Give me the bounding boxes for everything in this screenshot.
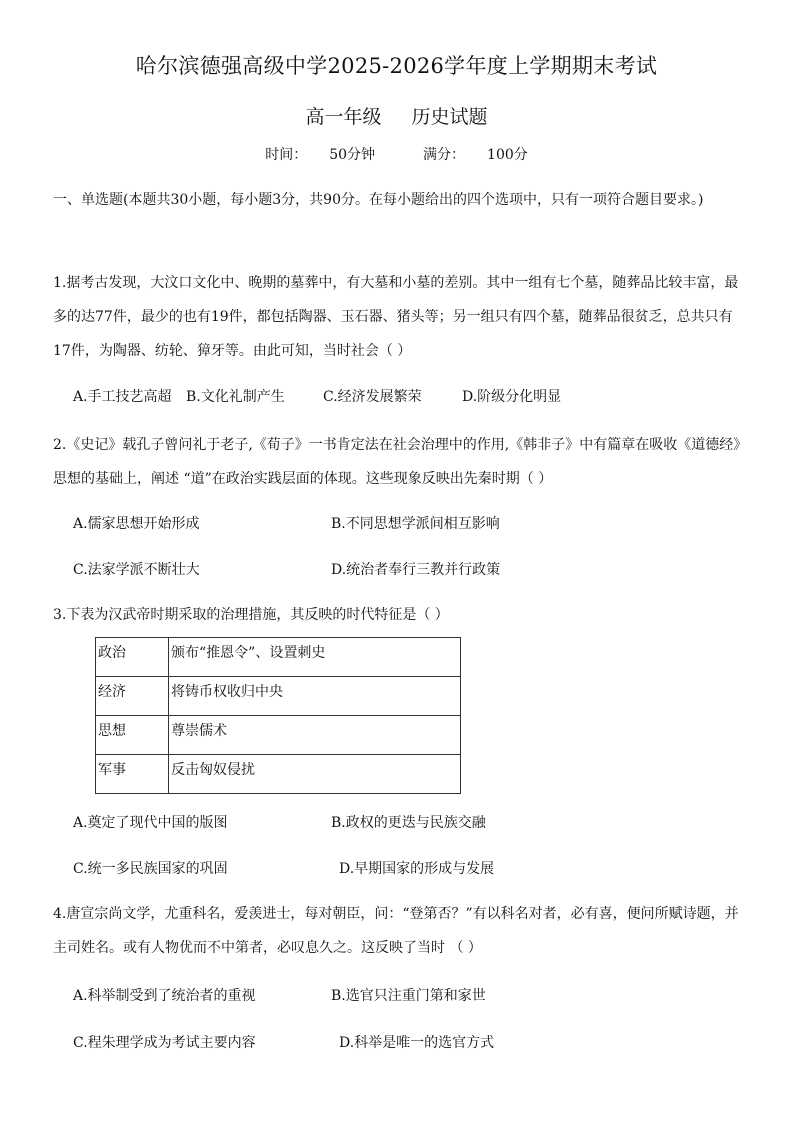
table-cell-measure: 将铸币权收归中央: [169, 677, 461, 716]
question-4-option-a: A.科举制受到了统治者的重视: [73, 988, 256, 1004]
question-1-option-d: D.阶级分化明显: [462, 389, 562, 405]
question-3-option-a: A.奠定了现代中国的版图: [73, 815, 228, 831]
table-cell-category: 思想: [96, 716, 169, 755]
question-4-option-c: C.程朱理学成为考试主要内容: [73, 1035, 256, 1051]
question-4-option-d: D.科举是唯一的选官方式: [339, 1035, 495, 1051]
subject-label: 历史试题: [411, 106, 488, 128]
question-2-option-b: B.不同思想学派间相互影响: [331, 516, 500, 532]
table-cell-category: 军事: [96, 755, 169, 794]
exam-subtitle: [0, 102, 793, 129]
question-3-option-c: C.统一多民族国家的巩固: [73, 861, 228, 877]
question-1-option-c: C.经济发展繁荣: [323, 389, 422, 405]
question-1-option-b: B.文化礼制产生: [186, 389, 285, 405]
time-value: 50分钟: [329, 147, 376, 163]
table-row: [96, 716, 461, 755]
question-2-stem: 2.《史记》载孔子曾问礼于老子,《荀子》一书肯定法在社会治理中的作用,《韩非子》中有篇章在吸收《道德经》思想的基础上，阐述 “道”在政治实践层面的体现。这些现象反映出先秦时期（ ）: [53, 437, 741, 487]
table-row: [96, 677, 461, 716]
exam-title: 哈尔滨德强高级中学2025-2026学年度上学期期末考试: [135, 54, 658, 78]
question-1-option-a: A.手工技艺高超: [73, 389, 172, 405]
table-row: [96, 755, 461, 794]
score-label: 满分：: [423, 147, 466, 163]
question-2-option-d: D.统治者奉行三教并行政策: [331, 562, 501, 578]
table-cell-category: 政治: [96, 638, 169, 677]
table-cell-measure: 尊崇儒术: [169, 716, 461, 755]
section-instructions: 一、单选题(本题共30小题，每小题3分，共90分。在每小题给出的四个选项中，只有一项符合题目要求。): [53, 192, 704, 208]
grade-label: 高一年级: [305, 106, 382, 128]
question-3-table: [95, 637, 461, 794]
question-4-stem: 4.唐宣宗尚文学，尤重科名，爱羡进士，每对朝臣，问：“登第否？”有以科名对者，必有喜，便问所赋诗题，并主司姓名。或有人物优而不中第者，必叹息久之。这反映了当时 （ ）: [53, 906, 739, 956]
question-3-option-d: D.早期国家的形成与发展: [339, 861, 495, 877]
question-3-option-b: B.政权的更迭与民族交融: [331, 815, 486, 831]
question-4-option-b: B.选官只注重门第和家世: [331, 988, 486, 1004]
table-row: [96, 638, 461, 677]
table-cell-measure: 颁布“推恩令”、设置刺史: [169, 638, 461, 677]
question-2-option-c: C.法家学派不断壮大: [73, 562, 200, 578]
table-cell-measure: 反击匈奴侵扰: [169, 755, 461, 794]
score-value: 100分: [487, 147, 528, 163]
question-2-option-a: A.儒家思想开始形成: [73, 516, 200, 532]
exam-time-score: [0, 144, 793, 164]
question-1-stem: 1.据考古发现，大汶口文化中、晚期的墓葬中，有大墓和小墓的差别。其中一组有七个墓，随葬品比较丰富，最多的达77件，最少的也有19件，都包括陶器、玉石器、猪头等；另一组只有四个墓，随葬品很贫乏，总共只有 17件，为陶器、纺轮、獐牙等。由此可知，当时社会（ ）: [53, 275, 739, 359]
question-3-stem: 3.下表为汉武帝时期采取的治理措施，其反映的时代特征是（ ）: [53, 607, 449, 623]
table-cell-category: 经济: [96, 677, 169, 716]
time-label: 时间：: [265, 147, 308, 163]
